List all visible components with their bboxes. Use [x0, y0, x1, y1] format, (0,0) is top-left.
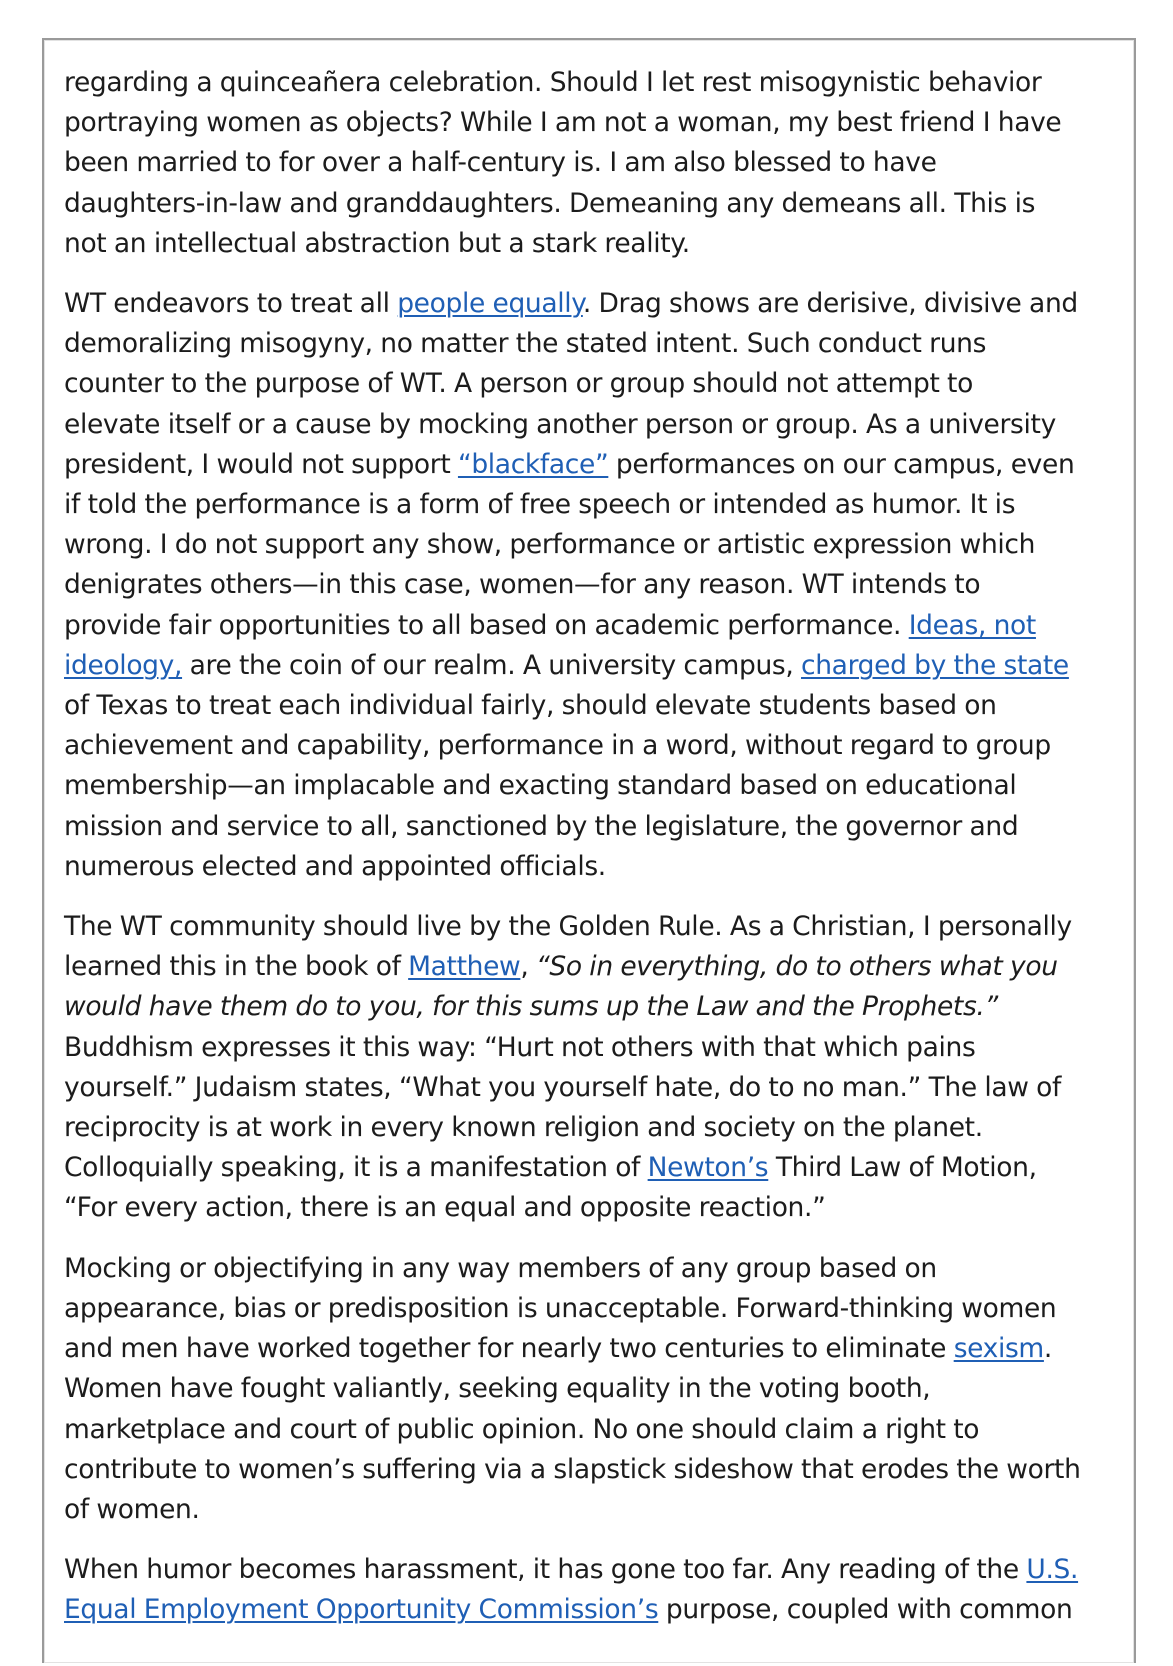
- text-line: [64, 1550, 1122, 1590]
- text-line: Women have fought valiantly, seeking equality in the voting booth,: [64, 1373, 931, 1405]
- text-line: been married to for over a half-century is. I am also blessed to have: [64, 147, 937, 179]
- text-run: are the coin of our realm. A university campus,: [182, 649, 802, 681]
- text-run: . Drag shows are derisive, divisive and: [582, 288, 1078, 320]
- text-run: purpose, coupled with common: [658, 1594, 1073, 1626]
- text-line: counter to the purpose of WT. A person or group should not attempt to: [64, 368, 973, 400]
- text-line: [64, 1590, 1122, 1630]
- text-line: Buddhism expresses it this way: “Hurt not others with that which pains: [64, 1031, 976, 1063]
- text-run: ,: [520, 951, 537, 983]
- link-charged-by-the-state[interactable]: charged by the state: [801, 649, 1069, 681]
- text-run: Colloquially speaking, it is a manifestation of: [64, 1152, 648, 1184]
- text-run: provide fair opportunities to all based on academic performance.: [64, 609, 909, 641]
- text-run: .: [1043, 1333, 1052, 1365]
- paragraph-5: [64, 1550, 1122, 1630]
- text-line: reciprocity is at work in every known religion and society on the planet.: [64, 1112, 983, 1144]
- paragraph-2: [64, 284, 1122, 887]
- text-line: marketplace and court of public opinion. No one should claim a right to: [64, 1413, 980, 1445]
- text-line: [64, 987, 1122, 1027]
- link-sexism[interactable]: sexism: [953, 1333, 1044, 1365]
- text-run: WT endeavors to treat all: [64, 288, 398, 320]
- text-line: not an intellectual abstraction but a stark reality.: [64, 227, 690, 259]
- text-line: [64, 284, 1122, 324]
- text-line: [64, 1329, 1122, 1369]
- paragraph-4: [64, 1249, 1122, 1530]
- text-line: [64, 947, 1122, 987]
- document-frame: [42, 38, 1136, 1663]
- link-eeoc[interactable]: U.S.: [1026, 1554, 1079, 1586]
- text-line: demoralizing misogyny, no matter the stated intent. Such conduct runs: [64, 328, 987, 360]
- link-blackface[interactable]: “blackface”: [457, 448, 609, 480]
- text-run: and men have worked together for nearly two centuries to eliminate: [64, 1333, 954, 1365]
- text-line: elevate itself or a cause by mocking another person or group. As a university: [64, 408, 1056, 440]
- link-ideas-not-ideology[interactable]: ideology,: [64, 649, 183, 681]
- text-line: wrong. I do not support any show, performance or artistic expression which: [64, 529, 1036, 561]
- text-line: membership—an implacable and exacting standard based on educational: [64, 770, 1017, 802]
- text-line: regarding a quinceañera celebration. Should I let rest misogynistic behavior: [64, 67, 1042, 98]
- text-line: mission and service to all, sanctioned by the legislature, the governor and: [64, 810, 1019, 842]
- text-line: numerous elected and appointed officials.: [64, 850, 606, 882]
- link-ideas-not-ideology[interactable]: Ideas, not: [908, 609, 1036, 641]
- text-line: if told the performance is a form of free speech or intended as humor. It is: [64, 489, 1016, 521]
- text-run: president, I would not support: [64, 448, 458, 480]
- text-line: “For every action, there is an equal and opposite reaction.”: [64, 1192, 826, 1224]
- text-run: When humor becomes harassment, it has gone too far. Any reading of the: [64, 1554, 1027, 1586]
- text-line: contribute to women’s suffering via a slapstick sideshow that erodes the worth: [64, 1453, 1081, 1485]
- text-line: [64, 445, 1122, 485]
- text-line: daughters-in-law and granddaughters. Demeaning any demeans all. This is: [64, 187, 1036, 219]
- text-line: [64, 606, 1122, 646]
- text-line: Mocking or objectifying in any way members of any group based on: [64, 1252, 937, 1284]
- text-line: denigrates others—in this case, women—for any reason. WT intends to: [64, 569, 981, 601]
- article-body: [64, 63, 1122, 1651]
- text-line: [64, 1148, 1122, 1188]
- link-matthew[interactable]: Matthew: [408, 951, 521, 983]
- text-run: learned this in the book of: [64, 951, 409, 983]
- paragraph-1: [64, 63, 1122, 264]
- bible-quote: would have them do to you, for this sums up the Law and the Prophets.”: [64, 991, 998, 1023]
- text-line: portraying women as objects? While I am not a woman, my best friend I have: [64, 107, 1062, 139]
- text-line: yourself.” Judaism states, “What you yourself hate, do to no man.” The law of: [64, 1071, 1062, 1103]
- text-run: performances on our campus, even: [608, 448, 1075, 480]
- text-line: appearance, bias or predisposition is unacceptable. Forward-thinking women: [64, 1292, 1057, 1324]
- text-line: of Texas to treat each individual fairly, should elevate students based on: [64, 690, 997, 722]
- link-people-equally[interactable]: people equally: [397, 288, 583, 320]
- text-run: Third Law of Motion,: [768, 1152, 1037, 1184]
- link-eeoc[interactable]: Equal Employment Opportunity Commission’s: [64, 1594, 659, 1626]
- text-line: [64, 646, 1122, 686]
- text-line: The WT community should live by the Golden Rule. As a Christian, I personally: [64, 911, 1072, 943]
- text-line: of women.: [64, 1493, 200, 1525]
- text-line: achievement and capability, performance in a word, without regard to group: [64, 730, 1051, 762]
- paragraph-3: [64, 907, 1122, 1229]
- bible-quote: “So in everything, do to others what you: [536, 951, 1058, 983]
- link-newton[interactable]: Newton’s: [647, 1152, 769, 1184]
